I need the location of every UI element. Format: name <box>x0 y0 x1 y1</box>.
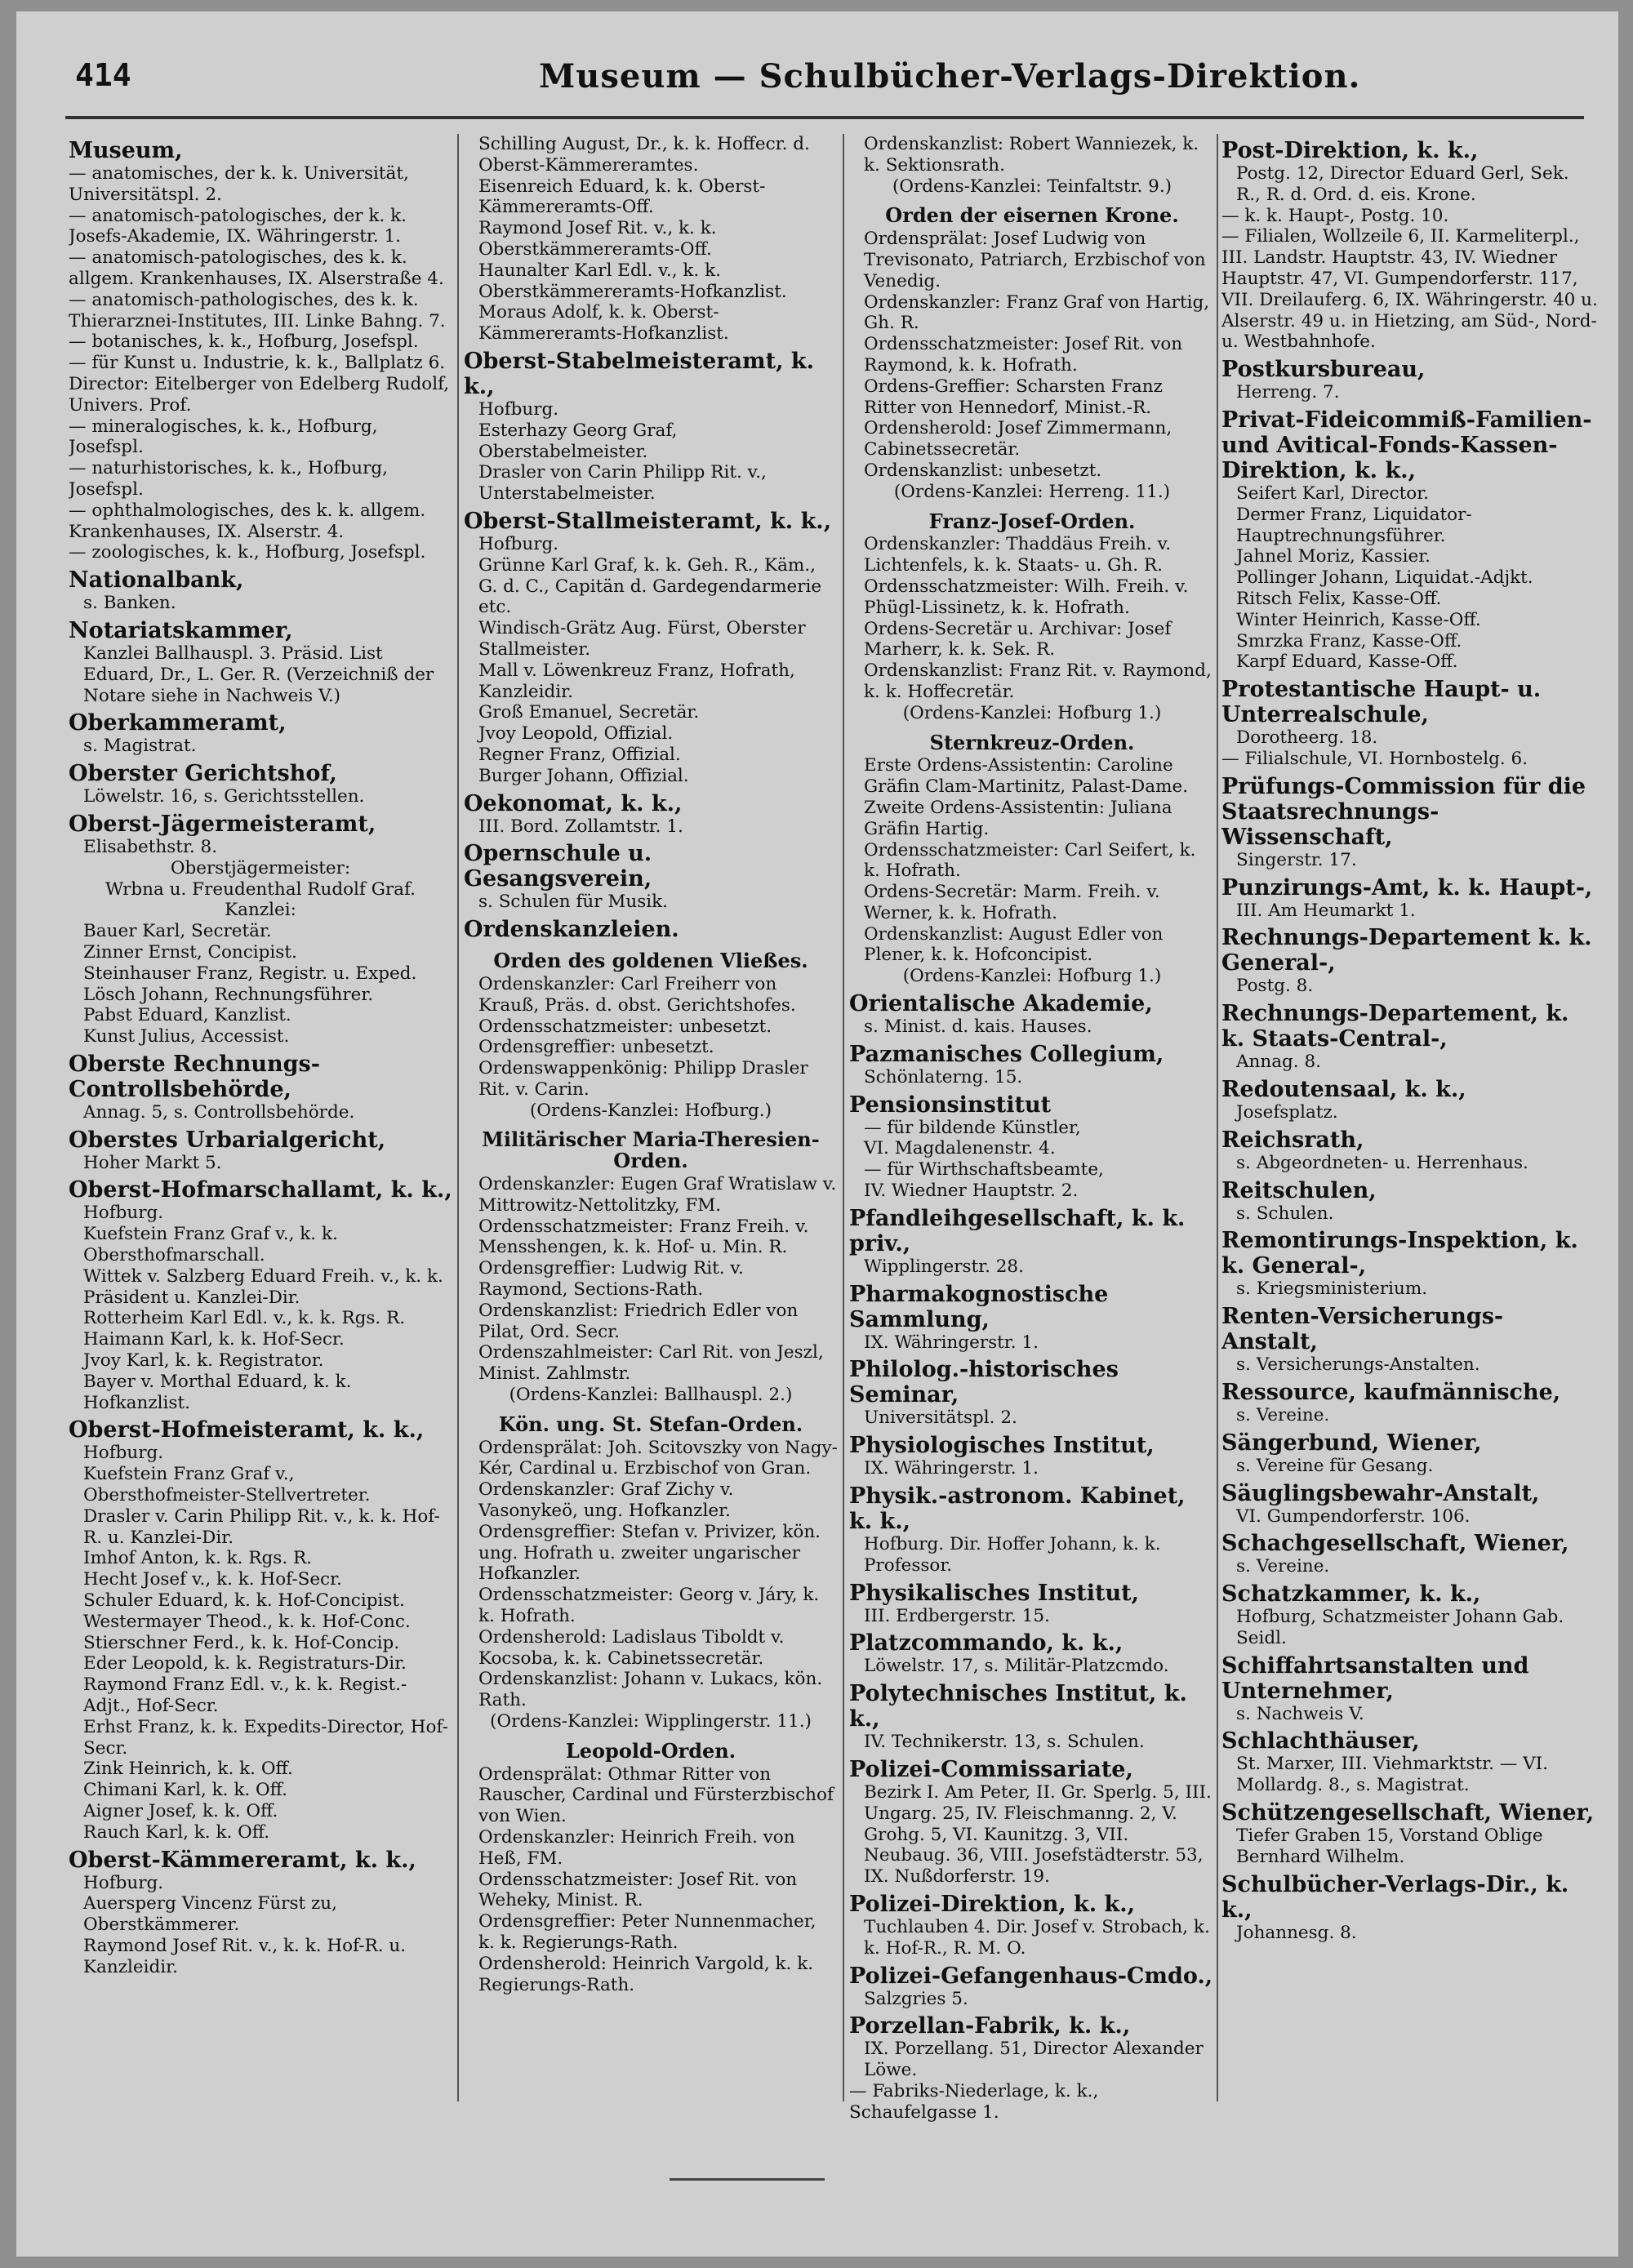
page-number: 414 <box>75 57 131 93</box>
entry-text: Postg. 12, Director Eduard Gerl, Sek. R., R. d. Ord. d. eis. Krone. <box>1236 163 1569 205</box>
column-1 <box>69 134 452 2134</box>
entry-text: Josefsplatz. <box>1236 1101 1338 1123</box>
entry-heading: Polizei-Direktion, k. k., <box>849 1892 1136 1918</box>
entry-text: s. Nachweis V. <box>1236 1703 1364 1724</box>
entry-text: Imhof Anton, k. k. Rgs. R. <box>83 1548 313 1569</box>
entry-text: Jvoy Leopold, Offizial. <box>478 723 674 745</box>
entry-text: Pollinger Johann, Liquidat.-Adjkt. <box>1236 567 1533 589</box>
entry-heading: Remontirungs-Inspektion, k. k. General-, <box>1221 1228 1578 1279</box>
entry-text: Bezirk I. Am Peter, II. Gr. Sperlg. 5, III. Ungarg. 25, IV. Fleischmanng. 2, V. Grohg. 5, VI. Kaunitzg. 3, VII. Neubaug. 36, VIII. Josefstädterstr. 53, IX. Nußdorferstr. 19. <box>864 1782 1212 1888</box>
entry-text: — ophthalmologisches, des k. k. allgem. Krankenhauses, IX. Alserstr. 4. <box>69 500 426 542</box>
entry-text: Zink Heinrich, k. k. Off. <box>83 1759 293 1780</box>
entry-heading: Orden des goldenen Vließes. <box>493 949 808 973</box>
entry-heading: Schlachthäuser, <box>1221 1728 1420 1754</box>
entry-text: Herreng. 7. <box>1236 382 1340 403</box>
entry-text: Ordenskanzlist: August Edler von Plener, k. k. Hofconcipist. <box>864 923 1164 966</box>
entry-heading: Oberster Gerichtshof, <box>69 761 337 787</box>
entry-heading: Philolog.-historisches Seminar, <box>849 1357 1119 1408</box>
entry-text: — für Kunst u. Industrie, k. k., Ballplatz 6. Director: Eitelberger von Edelberg Rudolf, Univers. Prof. <box>69 353 450 416</box>
entry-heading: Oberst-Hofmeisteramt, k. k., <box>69 1417 425 1443</box>
entry-text: Ordenskanzlist: Robert Wanniezek, k. k. Sektionsrath. <box>864 134 1199 176</box>
entry-text: — für bildende Künstler, <box>864 1117 1081 1138</box>
entry-text: — naturhistorisches, k. k., Hofburg, Josefspl. <box>69 458 388 500</box>
entry-text: — k. k. Haupt-, Postg. 10. <box>1221 205 1449 226</box>
entry-text: Ordensherold: Heinrich Vargold, k. k. Regierungs-Rath. <box>478 1953 814 1995</box>
entry-text: Auersperg Vincenz Fürst zu, Oberstkämmerer. <box>83 1893 337 1936</box>
entry-text: Pabst Eduard, Kanzlist. <box>83 1005 291 1026</box>
entry-heading: Sternkreuz-Orden. <box>929 730 1135 754</box>
entry-text: (Ordens-Kanzlei: Hofburg.) <box>529 1100 772 1121</box>
entry-heading: Pharmakognostische Sammlung, <box>849 1281 1109 1332</box>
entry-heading: Physiologisches Institut, <box>849 1433 1155 1459</box>
entry-text: Ordenskanzlist: Johann v. Lukacs, kön. Rath. <box>478 1669 823 1711</box>
entry-text: Stierschner Ferd., k. k. Hof-Concip. <box>83 1632 400 1653</box>
entry-text: Johannesg. 8. <box>1236 1922 1357 1943</box>
entry-text: IX. Porzellang. 51, Director Alexander Löwe. <box>864 2039 1204 2081</box>
column-3 <box>849 134 1215 2134</box>
entry-heading: Physik.-astronom. Kabinet, k. k., <box>849 1483 1186 1535</box>
entry-heading: Reitschulen, <box>1221 1177 1377 1203</box>
entry-heading: Leopold-Orden. <box>565 1738 736 1763</box>
entry-text: Ordensschatzmeister: unbesetzt. <box>478 1016 772 1037</box>
entry-heading: Oberst-Kämmereramt, k. k., <box>69 1847 416 1873</box>
entry-text: Windisch-Grätz Aug. Fürst, Oberster Stallmeister. <box>478 618 806 660</box>
entry-text: Drasler von Carin Philipp Rit. v., Unterstabelmeister. <box>478 462 767 505</box>
entry-text: s. Kriegsministerium. <box>1236 1279 1428 1300</box>
entry-text: Haimann Karl, k. k. Hof-Secr. <box>83 1329 345 1350</box>
entry-text: Bayer v. Morthal Eduard, k. k. Hofkanzlist. <box>83 1371 352 1413</box>
entry-heading: Polizei-Gefangenhaus-Cmdo., <box>849 1963 1213 1989</box>
entry-text: Ordensgreffier: Peter Nunnenmacher, k. k. Regierungs-Rath. <box>478 1911 816 1953</box>
entry-heading: Pfandleihgesellschaft, k. k. priv., <box>849 1205 1186 1256</box>
entry-text: Zinner Ernst, Concipist. <box>83 941 297 963</box>
entry-text: s. Abgeordneten- u. Herrenhaus. <box>1236 1152 1528 1173</box>
entry-heading: Notariatskammer, <box>69 617 293 643</box>
entry-text: (Ordens-Kanzlei: Hofburg 1.) <box>902 702 1162 723</box>
entry-text: Elisabethstr. 8. <box>83 836 218 857</box>
entry-text: Schuler Eduard, k. k. Hof-Concipist. <box>83 1590 405 1612</box>
entry-text: Zweite Ordens-Assistentin: Juliana Gräfin Hartig. <box>864 797 1172 839</box>
entry-text: Dermer Franz, Liquidator-Hauptrechnungsführer. <box>1236 504 1472 546</box>
entry-heading: Kön. ung. St. Stefan-Orden. <box>498 1412 803 1436</box>
entry-heading: Pensionsinstitut <box>849 1092 1052 1118</box>
entry-text: IV. Wiedner Hauptstr. 2. <box>864 1181 1079 1202</box>
entry-text: Moraus Adolf, k. k. Oberst-Kämmereramts-Hofkanzlist. <box>478 302 729 345</box>
entry-text: Hoher Markt 5. <box>83 1152 222 1173</box>
running-head: Museum — Schulbücher-Verlags-Direktion. <box>539 57 1361 96</box>
entry-heading: Säuglingsbewahr-Anstalt, <box>1221 1480 1540 1506</box>
entry-heading: Orientalische Akademie, <box>849 991 1153 1017</box>
entry-heading: Post-Direktion, k. k., <box>1221 138 1479 163</box>
entry-text: s. Vereine. <box>1236 1404 1330 1425</box>
entry-text: Schilling August, Dr., k. k. Hoffecr. d. Oberst-Kämmereramtes. <box>478 134 810 176</box>
entry-text: Ordensschatzmeister: Josef Rit. von Raymond, k. k. Hofrath. <box>864 334 1183 376</box>
entry-heading: Polytechnisches Institut, k. k., <box>849 1681 1187 1732</box>
entry-text: Ordenszahlmeister: Carl Rit. von Jeszl, Minist. Zahlmstr. <box>478 1342 824 1385</box>
entry-heading: Platzcommando, k. k., <box>849 1630 1124 1657</box>
entry-text: Kanzlei Ballhauspl. 3. Präsid. List Eduard, Dr., L. Ger. R. (Verzeichniß der Notare siehe in Nachweis V.) <box>83 643 434 706</box>
entry-heading: Privat-Fideicommiß-Familien- und Avitical-Fonds-Kassen-Direktion, k. k., <box>1221 407 1592 483</box>
entry-heading: Schützengesellschaft, Wiener, <box>1221 1800 1595 1826</box>
entry-heading: Punzirungs-Amt, k. k. Haupt-, <box>1221 874 1593 901</box>
entry-text: Ordensherold: Ladislaus Tiboldt v. Kocsoba, k. k. Cabinetssecretär. <box>478 1626 785 1669</box>
entry-text: Drasler v. Carin Philipp Rit. v., k. k. Hof-R. u. Kanzlei-Dir. <box>83 1505 440 1548</box>
entry-heading: Oberst-Stallmeisteramt, k. k., <box>464 508 832 534</box>
entry-heading: Rechnungs-Departement k. k. General-, <box>1221 925 1592 976</box>
entry-text: Schönlaterng. 15. <box>864 1066 1023 1087</box>
entry-text: Wrbna u. Freudenthal Rudolf Graf. <box>105 878 416 900</box>
entry-text: Ordensgreffier: Ludwig Rit. v. Raymond, Sections-Rath. <box>478 1258 744 1301</box>
entry-text: VI. Gumpendorferstr. 106. <box>1236 1505 1471 1527</box>
entry-text: Ordenskanzler: Graf Zichy v. Vasonykeö, ung. Hofkanzler. <box>478 1479 734 1522</box>
entry-text: Steinhauser Franz, Registr. u. Exped. <box>83 963 417 984</box>
page-header <box>16 57 1618 114</box>
entry-text: Wipplingerstr. 28. <box>864 1256 1024 1277</box>
entry-text: Ordenskanzler: Heinrich Freih. von Heß, FM. <box>478 1826 795 1869</box>
entry-text: Löwelstr. 17, s. Militär-Platzcmdo. <box>864 1656 1169 1677</box>
entry-text: Hofburg. <box>83 1872 164 1893</box>
entry-text: Haunalter Karl Edl. v., k. k. Oberstkämmereramts-Hofkanzlist. <box>478 260 787 302</box>
entry-text: Hofburg. Dir. Hoffer Johann, k. k. Professor. <box>864 1534 1161 1576</box>
entry-text: Esterhazy Georg Graf, Oberstabelmeister. <box>478 420 678 462</box>
entry-text: Löwelstr. 16, s. Gerichtsstellen. <box>83 786 365 807</box>
entry-text: Ordenswappenkönig: Philipp Drasler Rit. v. Carin. <box>478 1058 808 1100</box>
entry-text: III. Erdbergerstr. 15. <box>864 1605 1050 1626</box>
entry-text: Rauch Karl, k. k. Off. <box>83 1821 270 1843</box>
entry-text: Lösch Johann, Rechnungsführer. <box>83 984 374 1005</box>
entry-text: Ordensschatzmeister: Wilh. Freih. v. Phügl-Lissinetz, k. k. Hofrath. <box>864 576 1189 618</box>
entry-text: Smrzka Franz, Kasse-Off. <box>1236 630 1462 651</box>
entry-text: s. Schulen. <box>1236 1203 1334 1224</box>
entry-text: III. Bord. Zollamtstr. 1. <box>478 816 683 837</box>
entry-text: Ordensgreffier: unbesetzt. <box>478 1037 714 1058</box>
entry-text: — mineralogisches, k. k., Hofburg, Josefspl. <box>69 416 378 458</box>
entry-text: Ordensschatzmeister: Josef Rit. von Weheky, Minist. R. <box>478 1869 798 1911</box>
entry-heading: Oekonomat, k. k., <box>464 790 683 816</box>
entry-heading: Sängerbund, Wiener, <box>1221 1430 1482 1456</box>
column-divider <box>843 134 844 2101</box>
entry-heading: Militärischer Maria-Theresien-Orden. <box>482 1127 820 1173</box>
entry-text: Winter Heinrich, Kasse-Off. <box>1236 609 1481 630</box>
entry-heading: Oberst-Stabelmeisteramt, k. k., <box>464 348 814 399</box>
entry-text: Hofburg, Schatzmeister Johann Gab. Seidl. <box>1236 1607 1564 1648</box>
entry-heading: Porzellan-Fabrik, k. k., <box>849 2013 1131 2039</box>
entry-heading: Museum, <box>69 138 183 163</box>
entry-text: Kanzlei: <box>225 900 296 921</box>
entry-text: — Fabriks-Niederlage, k. k., Schaufelgasse 1. <box>849 2081 1099 2123</box>
entry-text: Ordenskanzlist: Friedrich Edler von Pilat, Ord. Secr. <box>478 1300 799 1342</box>
entry-text: IX. Währingerstr. 1. <box>864 1458 1039 1479</box>
entry-heading: Oberkammeramt, <box>69 710 287 736</box>
entry-text: s. Magistrat. <box>83 736 197 757</box>
header-rule <box>65 116 1584 119</box>
entry-text: Ordenskanzler: Franz Graf von Hartig, Gh. R. <box>864 291 1210 334</box>
column-4 <box>1221 134 1599 2134</box>
entry-heading: Protestantische Haupt- u. Unterrealschule, <box>1221 677 1542 728</box>
entry-heading: Schachgesellschaft, Wiener, <box>1221 1531 1569 1557</box>
entry-text: Ordensherold: Josef Zimmermann, Cabinetssecretär. <box>864 418 1172 460</box>
entry-text: Dorotheerg. 18. <box>1236 727 1378 749</box>
entry-text: Tuchlauben 4. Dir. Josef v. Strobach, k. k. Hof-R., R. M. O. <box>864 1917 1210 1959</box>
entry-text: Hofburg. <box>83 1443 164 1464</box>
entry-text: Jahnel Moriz, Kassier. <box>1236 546 1431 567</box>
entry-text: Kuefstein Franz Graf v., k. k. Obersthofmarschall. <box>83 1224 338 1266</box>
column-divider <box>457 134 459 2101</box>
entry-text: s. Minist. d. kais. Hauses. <box>864 1016 1092 1038</box>
closing-rule <box>670 2178 825 2181</box>
column-2 <box>464 134 838 2134</box>
entry-text: Groß Emanuel, Secretär. <box>478 702 700 723</box>
entry-heading: Prüfungs-Commission für die Staatsrechnungs-Wissenschaft, <box>1221 773 1586 850</box>
entry-text: Bauer Karl, Secretär. <box>83 921 272 942</box>
entry-text: Wittek v. Salzberg Eduard Freih. v., k. k. Präsident u. Kanzlei-Dir. <box>83 1265 443 1308</box>
entry-text: Ordenskanzlist: unbesetzt. <box>864 460 1102 481</box>
entry-text: Ordens-Secretär: Marm. Freih. v. Werner, k. k. Hofrath. <box>864 882 1160 923</box>
entry-text: Karpf Eduard, Kasse-Off. <box>1236 651 1458 673</box>
entry-heading: Pazmanisches Collegium, <box>849 1041 1164 1067</box>
entry-text: — anatomisch-patologisches, der k. k. Josefs-Akademie, IX. Währingerstr. 1. <box>69 205 407 247</box>
directory-page <box>16 11 1618 2257</box>
entry-text: Seifert Karl, Director. <box>1236 483 1429 504</box>
entry-heading: Postkursbureau, <box>1221 357 1426 383</box>
entry-text: s. Schulen für Musik. <box>478 892 668 913</box>
entry-heading: Schulbücher-Verlags-Dir., k. k., <box>1221 1871 1569 1923</box>
column-divider <box>1217 134 1218 2101</box>
entry-text: — botanisches, k. k., Hofburg, Josefspl. <box>69 331 419 353</box>
entry-text: — anatomisch-pathologisches, des k. k. Thierarznei-Institutes, III. Linke Bahng. 7. <box>69 289 446 331</box>
entry-text: Eder Leopold, k. k. Registraturs-Dir. <box>83 1653 407 1674</box>
entry-text: Ordensschatzmeister: Carl Seifert, k. k. Hofrath. <box>864 839 1196 882</box>
entry-text: Ordensprälat: Josef Ludwig von Trevisonato, Patriarch, Erzbischof von Venedig. <box>864 229 1206 291</box>
entry-text: Singerstr. 17. <box>1236 849 1357 870</box>
entry-text: Burger Johann, Offizial. <box>478 765 689 786</box>
entry-text: (Ordens-Kanzlei: Teinfaltstr. 9.) <box>892 176 1172 197</box>
entry-heading: Ressource, kaufmännische, <box>1221 1379 1561 1405</box>
entry-text: — anatomisch-patologisches, des k. k. allgem. Krankenhauses, IX. Alserstraße 4. <box>69 247 444 289</box>
entry-text: Eisenreich Eduard, k. k. Oberst-Kämmereramts-Off. <box>478 176 766 218</box>
entry-text: Chimani Karl, k. k. Off. <box>83 1780 288 1801</box>
entry-text: s. Vereine für Gesang. <box>1236 1455 1434 1476</box>
entry-heading: Reichsrath, <box>1221 1127 1364 1153</box>
entry-heading: Oberstes Urbarialgericht, <box>69 1127 386 1153</box>
entry-heading: Franz-Josef-Orden. <box>928 509 1136 533</box>
entry-text: IV. Technikerstr. 13, s. Schulen. <box>864 1732 1145 1753</box>
entry-text: Ordenskanzler: Eugen Graf Wratislaw v. Mittrowitz-Nettolitzky, FM. <box>478 1174 837 1216</box>
entry-text: (Ordens-Kanzlei: Ballhauspl. 2.) <box>509 1385 793 1406</box>
entry-text: Ordensschatzmeister: Georg v. Járy, k. k. Hofrath. <box>478 1585 820 1627</box>
entry-text: — anatomisches, der k. k. Universität, Universitätspl. 2. <box>69 163 409 205</box>
entry-heading: Nationalbank, <box>69 567 244 594</box>
entry-text: Grünne Karl Graf, k. k. Geh. R., Käm., G. d. C., Capitän d. Gardegendarmerie etc. <box>478 554 822 618</box>
entry-text: Postg. 8. <box>1236 976 1314 997</box>
entry-text: Ordensprälat: Othmar Ritter von Rauscher, Cardinal und Fürsterzbischof von Wien. <box>478 1763 834 1827</box>
entry-heading: Schiffahrtsanstalten und Unternehmer, <box>1221 1652 1529 1704</box>
entry-text: III. Am Heumarkt 1. <box>1236 900 1416 921</box>
entry-heading: Polizei-Commissariate, <box>849 1757 1133 1783</box>
entry-heading: Physikalisches Institut, <box>849 1580 1140 1606</box>
entry-text: Rotterheim Karl Edl. v., k. k. Rgs. R. <box>83 1308 406 1329</box>
entry-text: Kunst Julius, Accessist. <box>83 1026 290 1047</box>
entry-text: St. Marxer, III. Viehmarktstr. — VI. Mollardg. 8., s. Magistrat. <box>1236 1754 1548 1796</box>
entry-text: Regner Franz, Offizial. <box>478 744 681 765</box>
entry-text: VI. Magdalenenstr. 4. <box>864 1138 1056 1159</box>
entry-text: Raymond Josef Rit. v., k. k. Hof-R. u. Kanzleidir. <box>83 1935 407 1977</box>
entry-text: (Ordens-Kanzlei: Herreng. 11.) <box>893 481 1171 502</box>
entry-text: Annag. 5, s. Controllsbehörde. <box>83 1101 355 1123</box>
entry-text: Ordenskanzler: Thaddäus Freih. v. Lichtenfels, k. k. Staats- u. Gh. R. <box>864 534 1172 576</box>
entry-text: Ritsch Felix, Kasse-Off. <box>1236 588 1442 609</box>
entry-text: Erhst Franz, k. k. Expedits-Director, Hof-Secr. <box>83 1716 448 1759</box>
entry-text: s. Versicherungs-Anstalten. <box>1236 1354 1480 1376</box>
entry-text: — Filialen, Wollzeile 6, II. Karmeliterpl., III. Landstr. Hauptstr. 43, IV. Wiedner Hauptstr. 47, VI. Gumpendorferstr. 117, VII. Dreilauferg. 6, IX. Währingerstr. 40 u. Alserstr. 49 u. in Hietzing, am Süd-, Nord- u. Westbahnhofe. <box>1221 226 1598 353</box>
entry-text: Aigner Josef, k. k. Off. <box>83 1801 278 1821</box>
entry-text: Hofburg. <box>478 398 559 420</box>
entry-text: Ordensschatzmeister: Franz Freih. v. Mensshengen, k. k. Hof- u. Min. R. <box>478 1216 809 1258</box>
entry-text: Kuefstein Franz Graf v., Obersthofmeister-Stellvertreter. <box>83 1464 371 1506</box>
entry-text: Ordensprälat: Joh. Scitovszky von Nagy-Kér, Cardinal u. Erzbischof von Gran. <box>478 1437 838 1479</box>
entry-text: Universitätspl. 2. <box>864 1407 1017 1429</box>
entry-text: Raymond Franz Edl. v., k. k. Regist.-Adjt., Hof-Secr. <box>83 1674 407 1717</box>
entry-heading: Oberste Rechnungs-Controllsbehörde, <box>69 1051 320 1102</box>
entry-text: Hecht Josef v., k. k. Hof-Secr. <box>83 1569 342 1590</box>
entry-text: s. Vereine. <box>1236 1556 1330 1577</box>
entry-heading: Oberst-Jägermeisteramt, <box>69 811 376 837</box>
entry-text: Westermayer Theod., k. k. Hof-Conc. <box>83 1611 411 1632</box>
entry-text: — für Wirthschaftsbeamte, <box>864 1159 1104 1181</box>
entry-heading: Ordenskanzleien. <box>464 917 679 943</box>
entry-heading: Opernschule u. Gesangsverein, <box>464 841 652 892</box>
entry-text: Ordenskanzlist: Franz Rit. v. Raymond, k. k. Hoffecretär. <box>864 660 1212 702</box>
entry-text: — zoologisches, k. k., Hofburg, Josefspl. <box>69 542 426 563</box>
entry-text: Mall v. Löwenkreuz Franz, Hofrath, Kanzleidir. <box>478 660 795 702</box>
entry-text: Salzgries 5. <box>864 1988 968 2009</box>
entry-text: s. Banken. <box>83 593 176 614</box>
entry-heading: Oberst-Hofmarschallamt, k. k., <box>69 1177 452 1203</box>
entry-text: Oberstjägermeister: <box>170 857 351 878</box>
entry-text: Annag. 8. <box>1236 1052 1321 1073</box>
entry-text: Erste Ordens-Assistentin: Caroline Gräfin Clam-Martinitz, Palast-Dame. <box>864 755 1189 798</box>
entry-text: Ordenskanzler: Carl Freiherr von Krauß, Präs. d. obst. Gerichtshofes. <box>478 973 796 1016</box>
entry-text: Hofburg. <box>478 533 559 554</box>
entry-text: Raymond Josef Rit. v., k. k. Oberstkämmereramts-Off. <box>478 218 717 260</box>
entry-text: Jvoy Karl, k. k. Registrator. <box>83 1350 324 1372</box>
entry-text: Hofburg. <box>83 1203 164 1224</box>
entry-text: Ordens-Secretär u. Archivar: Josef Marherr, k. k. Sek. R. <box>864 618 1172 660</box>
entry-text: (Ordens-Kanzlei: Wipplingerstr. 11.) <box>490 1711 812 1732</box>
entry-text: Ordens-Greffier: Scharsten Franz Ritter von Hennedorf, Minist.-R. <box>864 376 1163 418</box>
entry-heading: Redoutensaal, k. k., <box>1221 1076 1466 1102</box>
entry-heading: Schatzkammer, k. k., <box>1221 1581 1481 1608</box>
entry-heading: Renten-Versicherungs-Anstalt, <box>1221 1304 1504 1355</box>
entry-heading: Orden der eisernen Krone. <box>885 203 1179 228</box>
entry-text: Ordensgreffier: Stefan v. Privizer, kön. ung. Hofrath u. zweiter ungarischer Hofkanzler. <box>478 1521 821 1585</box>
entry-text: IX. Währingerstr. 1. <box>864 1332 1039 1353</box>
entry-text: Tiefer Graben 15, Vorstand Oblige Bernhard Wilhelm. <box>1236 1826 1543 1867</box>
entry-text: — Filialschule, VI. Hornbostelg. 6. <box>1221 748 1528 769</box>
entry-text: (Ordens-Kanzlei: Hofburg 1.) <box>902 966 1162 987</box>
entry-heading: Rechnungs-Departement, k. k. Staats-Central-, <box>1221 1001 1569 1052</box>
